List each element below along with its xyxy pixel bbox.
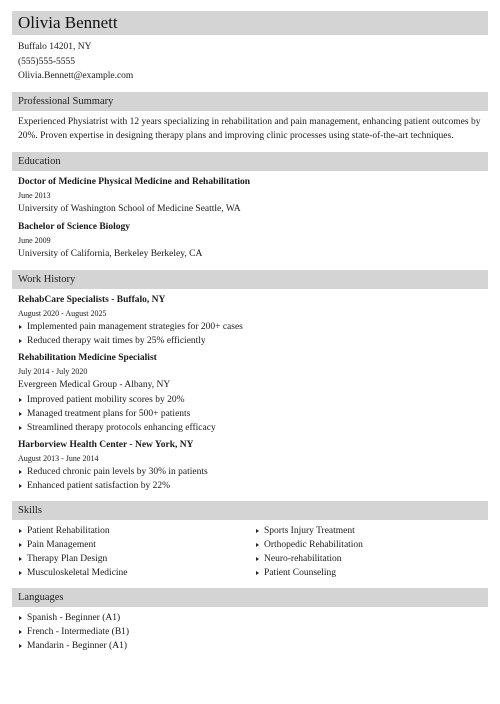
candidate-name: Olivia Bennett xyxy=(12,11,488,35)
job-bullet: Reduced therapy wait times by 25% efficiently xyxy=(18,334,488,348)
work-section xyxy=(12,289,488,493)
job-bullet: Managed treatment plans for 500+ patients xyxy=(18,407,488,421)
job-dates: August 2020 - August 2025 xyxy=(18,308,107,318)
languages-section xyxy=(12,607,488,653)
work-heading: Work History xyxy=(12,270,488,289)
job-entry xyxy=(18,438,488,493)
job-bullet: Improved patient mobility scores by 20% xyxy=(18,393,488,407)
job-bullet: Reduced chronic pain levels by 30% in patients xyxy=(18,465,488,479)
education-entry xyxy=(18,220,488,262)
contact-address: Buffalo 14201, NY xyxy=(18,42,92,52)
skill-item: Therapy Plan Design xyxy=(18,552,255,566)
education-degree: Bachelor of Science Biology xyxy=(18,221,130,232)
skill-item: Pain Management xyxy=(18,538,255,552)
skill-item: Sports Injury Treatment xyxy=(255,524,488,538)
languages-list xyxy=(18,611,488,653)
job-entry xyxy=(18,351,488,435)
education-section xyxy=(12,171,488,262)
job-bullet: Implemented pain management strategies for 200+ cases xyxy=(18,320,488,334)
job-bullet: Enhanced patient satisfaction by 22% xyxy=(18,479,488,493)
skill-item: Patient Rehabilitation xyxy=(18,524,255,538)
summary-heading: Professional Summary xyxy=(12,92,488,111)
job-title: Rehabilitation Medicine Specialist xyxy=(18,352,157,363)
language-item: Mandarin - Beginner (A1) xyxy=(18,639,488,653)
contact-phone: (555)555-5555 xyxy=(18,56,75,67)
skills-column-left xyxy=(18,524,255,580)
skill-item: Orthopedic Rehabilitation xyxy=(255,538,488,552)
skill-item: Musculoskeletal Medicine xyxy=(18,566,255,580)
skill-item: Patient Counseling xyxy=(255,566,488,580)
education-school: University of California, Berkeley Berkeley, CA xyxy=(18,248,203,259)
languages-heading: Languages xyxy=(12,588,488,607)
education-date: June 2013 xyxy=(18,190,51,200)
education-date: June 2009 xyxy=(18,235,51,245)
education-heading: Education xyxy=(12,152,488,171)
job-title: RehabCare Specialists - Buffalo, NY xyxy=(18,294,166,305)
summary-text: Experienced Physiatrist with 12 years specializing in rehabilitation and pain management, enhancing patient outcomes by 20%. Proven expertise in designing therapy plans and improving clinic processes using state-of-the-art techniques. xyxy=(18,116,481,141)
job-entry xyxy=(18,293,488,348)
language-item: French - Intermediate (B1) xyxy=(18,625,488,639)
language-item: Spanish - Beginner (A1) xyxy=(18,611,488,625)
contact-info xyxy=(12,35,488,84)
contact-email: Olivia.Bennett@example.com xyxy=(18,71,134,81)
job-bullet: Streamlined therapy protocols enhancing efficacy xyxy=(18,421,488,435)
skills-heading: Skills xyxy=(12,501,488,520)
job-bullets xyxy=(18,465,488,493)
job-bullets xyxy=(18,393,488,435)
education-entry xyxy=(18,175,488,217)
job-title: Harborview Health Center - New York, NY xyxy=(18,439,194,450)
job-bullets xyxy=(18,320,488,348)
education-degree: Doctor of Medicine Physical Medicine and Rehabilitation xyxy=(18,176,251,187)
job-dates: July 2014 - July 2020 xyxy=(18,366,88,376)
skills-column-right xyxy=(255,524,488,580)
skills-section xyxy=(12,520,488,580)
skill-item: Neuro-rehabilitation xyxy=(255,552,488,566)
job-employer: Evergreen Medical Group - Albany, NY xyxy=(18,379,171,390)
education-school: University of Washington School of Medicine Seattle, WA xyxy=(18,203,241,214)
job-dates: August 2013 - June 2014 xyxy=(18,453,99,463)
